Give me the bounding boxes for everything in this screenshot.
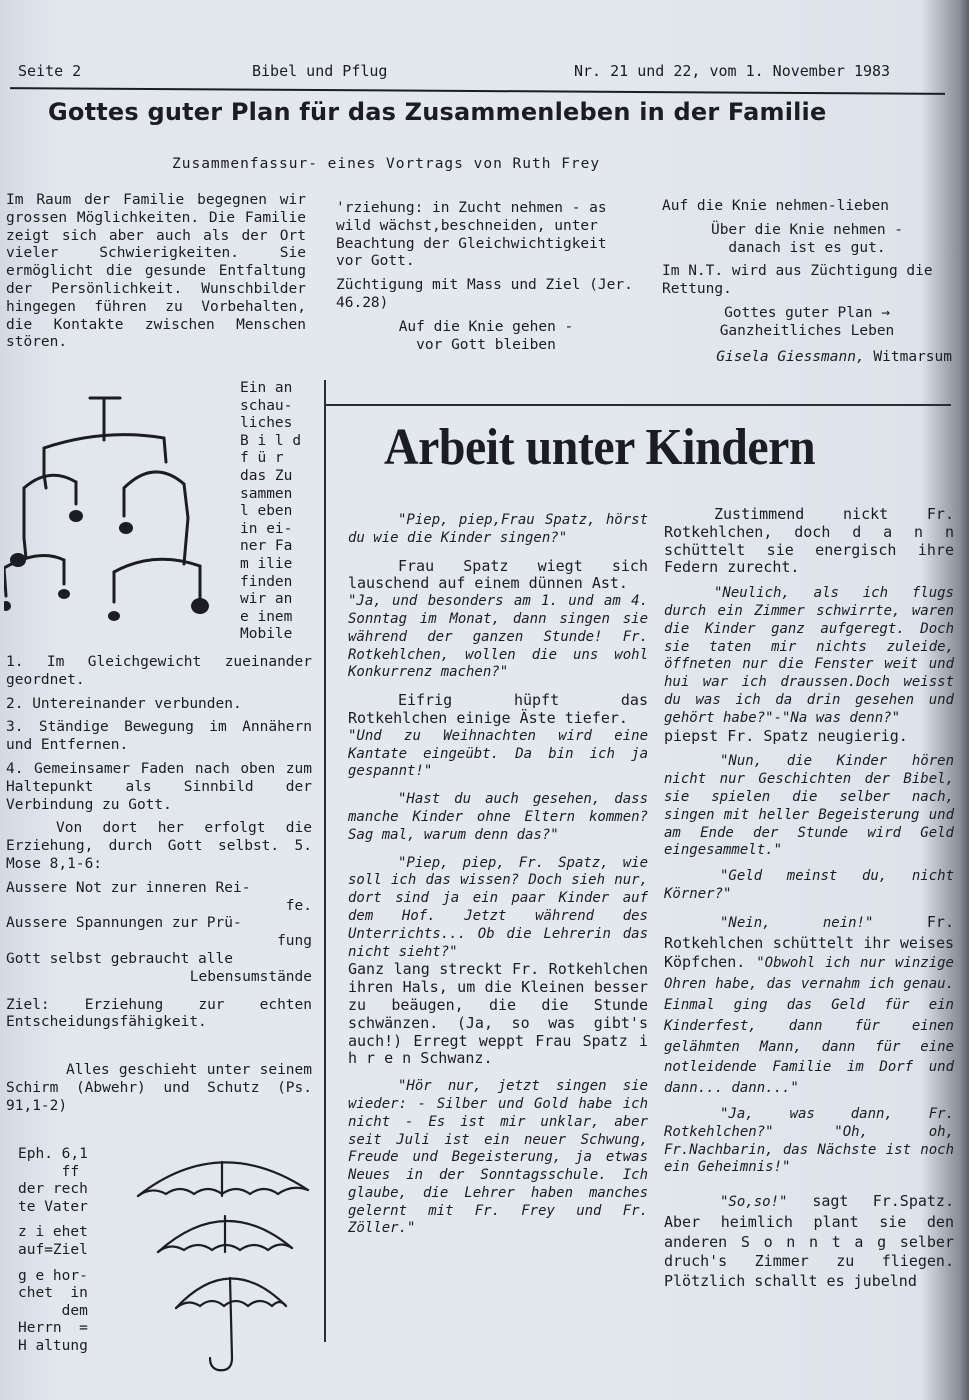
list-item: 1. Im Gleichgewicht zueinander geordnet.: [6, 654, 312, 688]
story-paragraph: [664, 1191, 954, 1291]
column-2: [336, 200, 636, 354]
story-text: piepst Fr. Spatz neugierig.: [664, 726, 908, 745]
aussere-2-end: fung: [277, 933, 312, 950]
story-text: "Ja, und besonders am 1. und am 4. Sonntag im Monat, dann singen sie während der ganzen Stunde! Fr. Rotkehlchen, wollen die uns wohl Konkurrenz machen?": [348, 593, 648, 681]
umbrella-caption-line: der rech: [18, 1181, 88, 1198]
umbrellas-drawing: [130, 1140, 320, 1380]
story-text: "Piep, piep, Fr. Spatz, wie soll ich das wissen? Doch sieh nur, dort sind ja ein paar Kinder auf dem Hof. Jetzt während des Unterrichts... Ob die Lehrerin das nicht sieht?": [348, 854, 648, 960]
erziehung-paragraph: 'rziehung: in Zucht nehmen - as wild wächst,beschneiden, unter Beachtung der Gleichwichtigkeit vor Gott.: [336, 200, 607, 270]
mobile-caption-line: in ei‑: [240, 520, 293, 537]
publication-name: Bibel und Pflug: [252, 62, 388, 80]
umbrella-caption-line: dem: [18, 1302, 88, 1319]
umbrella-caption-line: chet in: [18, 1285, 88, 1302]
mobile-caption-line: finden: [240, 573, 293, 590]
spacer: [18, 1260, 118, 1268]
guter-plan-line: Gottes guter Plan →: [724, 304, 890, 321]
story-left-column: [348, 512, 648, 1238]
story-text: "Nein, nein!": [720, 914, 874, 931]
mobile-caption-line: l eben: [240, 503, 293, 520]
mobile-caption: [240, 380, 310, 644]
story-text: Ganz lang streckt Fr. Rotkehlchen ihren Hals, um die Kleinen besser zu beäugen, die die Stunde schwänzen. (Ja, so was gibt's auch!) Erregt weppt Frau Spatz i h r e n Schwanz.: [348, 960, 648, 1068]
alles-paragraph: Alles geschieht unter seinem Schirm (Abwehr) und Schutz (Ps. 91,1-2): [6, 1062, 312, 1114]
column-3: [662, 198, 952, 366]
story-text: "So,so!": [720, 1194, 788, 1211]
danach-gut-line: danach ist es gut.: [728, 239, 886, 256]
aussere-1-line: Aussere Not zur inneren Rei‑: [6, 879, 251, 896]
umbrella-caption-line: z i ehet: [18, 1224, 88, 1241]
story-text: Eifrig hüpft das Rotkehlchen einige Äste tiefer.: [348, 691, 648, 727]
story-text: "Hast du auch gesehen, dass manche Kinder ohne Eltern kommen? Sag mal, warum denn das?": [348, 791, 648, 843]
nt-rettung-paragraph: Im N.T. wird aus Züchtigung die Rettung.: [662, 263, 933, 298]
umbrella-caption-line: H altung: [18, 1337, 88, 1354]
story-text: "Geld meinst du, nicht Körner?": [664, 868, 954, 902]
mobile-caption-line: sammen: [240, 485, 293, 502]
aussere-2-line: Aussere Spannungen zur Prü‑: [6, 915, 242, 932]
story-right-column: [664, 506, 954, 1291]
author-line: [662, 349, 952, 367]
umbrella-caption-line: Herrn =: [18, 1320, 88, 1337]
von-dort-paragraph: Von dort her erfolgt die Erziehung, durch Gott selbst. 5. Mose 8,1-6:: [6, 820, 312, 872]
intro-paragraph: Im Raum der Familie begegnen wir grossen Möglichkeiten. Die Familie zeigt sich aber auch als der Ort vieler Schwierigkeiten. Sie ermöglicht die gesunde Entfaltung der Persönlichkeit. Wunschbilder hingegen führen zu Vorbehalten, die Kontakte zwischen Menschen stören.: [6, 192, 306, 351]
mobile-caption-line: wir an: [240, 591, 293, 608]
story-text: "Piep, piep,Frau Spatz, hörst du wie die Kinder singen?": [348, 512, 648, 546]
story-text: sagt Fr.Spatz. Aber heimlich plant sie den anderen S o n n t a g selber druch's Zimmer zu fliegen. Plötzlich schallt es jubelnd: [664, 1192, 954, 1291]
mobile-caption-line: schau‑: [240, 397, 293, 414]
principles-list: [6, 654, 312, 1122]
mobile-caption-line: Ein an: [240, 380, 293, 396]
story-paragraph: [664, 912, 954, 1098]
article-title: Gottes guter Plan für das Zusammenleben in der Familie: [48, 98, 827, 126]
umbrella-caption-line: g e hor‑: [18, 1267, 88, 1284]
mobile-caption-line: e inem: [240, 608, 293, 625]
author-name: Gisela Giessmann,: [716, 348, 865, 365]
issue-date: Nr. 21 und 22, vom 1. November 1983: [574, 62, 891, 80]
mobile-caption-line: B i l d: [240, 432, 302, 449]
mobile-caption-line: liches: [240, 415, 293, 432]
mobile-caption-line: m ilie: [240, 555, 293, 572]
story-text: Frau Spatz wiegt sich lauschend auf einem dünnen Ast.: [348, 556, 648, 593]
ueber-knie-line: Über die Knie nehmen -: [710, 221, 904, 238]
header-rule: [10, 87, 945, 95]
story-text: "Ja, was dann, Fr. Rotkehlchen?" "Oh, oh, Fr.Nachbarin, das Nächste ist noch ein Geheimnis!": [664, 1105, 954, 1176]
story-text: "Obwohl ich nur winzige Ohren habe, das vernahm ich genau. Einmal ging das Geld für ein Kinderfest, dann für einen gelähmten Mann, dann für eine notleidende Familie im Dorf und dann... dann...": [664, 955, 954, 1097]
aussere-1-end: fe.: [285, 897, 312, 914]
article-subtitle: Zusammenfassur‑ eines Vortrags von Ruth Frey: [172, 156, 601, 172]
mobile-caption-line: das Zu: [240, 467, 293, 484]
knie-nehmen-lieben: Auf die Knie nehmen-lieben: [662, 198, 889, 214]
story-text: "Und zu Weihnachten wird eine Kantate eingeübt. Da bin ich ja gespannt!": [348, 727, 648, 780]
list-item: 4. Gemeinsamer Faden nach oben zum Haltepunkt als Sinnbild der Verbindung zu Gott.: [6, 760, 312, 813]
umbrella-caption: [18, 1146, 118, 1356]
page-number: Seite 2: [18, 62, 82, 80]
author-place: Witmarsum: [873, 348, 952, 365]
mobile-caption-line: f ü r: [240, 450, 284, 467]
umbrella-caption-line: te Vater: [18, 1198, 88, 1215]
column-divider: [324, 380, 326, 1342]
spacer: [18, 1216, 118, 1224]
ganzheitlich-line: Ganzheitliches Leben: [719, 322, 895, 339]
umbrella-caption-line: ff: [18, 1163, 80, 1180]
story-text: "Nun, die Kinder hören nicht nur Geschichten der Bibel, sie spielen die selber nach, singen mit heller Begeisterung und am Ende der Stunde wird Geld eingesammelt.": [664, 753, 954, 859]
gott-selbst-end: Lebensumstände: [189, 968, 312, 985]
story-text: "Hör nur, jetzt singen sie wieder: - Silber und Gold habe ich nicht - Es ist mir unklar, aber seit Juli ist ein neuer Schwung, Freude und Begeisterung, ja etwas Neues in der Sonntagsschule. Ich glaube, die Lehrer haben manches gelernt mit Fr. Frey und Fr. Zöller.": [348, 1078, 648, 1237]
section-divider: [326, 404, 951, 406]
vor-gott-line: vor Gott bleiben: [416, 336, 556, 353]
mobile-caption-line: Mobile: [240, 626, 293, 643]
story-text: "Neulich, als ich flugs durch ein Zimmer schwirrte, waren die Kinder ganz aufgeregt. Doch sie taten mir nichts zuleide, öffneten nur die Fenster weit und hui war ich draussen.Doch weisst du was ich da drin gesehen und gehört habe?"-"Na was denn?": [664, 585, 954, 726]
umbrella-caption-line: Eph. 6,1: [18, 1146, 88, 1162]
list-item: 3. Ständige Bewegung im Annähern und Entfernen.: [6, 719, 312, 754]
story-title: Arbeit unter Kindern: [384, 419, 816, 476]
umbrella-caption-line: auf=Ziel: [18, 1241, 88, 1258]
gott-selbst: [6, 951, 312, 987]
knie-gehen-line: Auf die Knie gehen -: [398, 318, 574, 335]
aussere-2: [6, 915, 312, 951]
gott-selbst-line: Gott selbst gebraucht alle: [6, 950, 233, 967]
mobile-drawing: [4, 388, 234, 638]
ziel-paragraph: Ziel: Erziehung zur echten Entscheidungsfähigkeit.: [6, 996, 312, 1031]
mobile-caption-line: ner Fa: [240, 538, 293, 555]
story-text: Fr. Rotkehlchen schüttelt ihr weises Köpfchen.: [664, 912, 954, 972]
story-text: Zustimmend nickt Fr. Rotkehlchen, doch d a n n schüttelt sie energisch ihre Federn zurecht.: [664, 505, 954, 577]
aussere-1: [6, 880, 312, 916]
zuechtigung-paragraph: Züchtigung mit Mass und Ziel (Jer. 46.28): [336, 277, 633, 311]
list-item: 2. Untereinander verbunden.: [6, 695, 242, 712]
